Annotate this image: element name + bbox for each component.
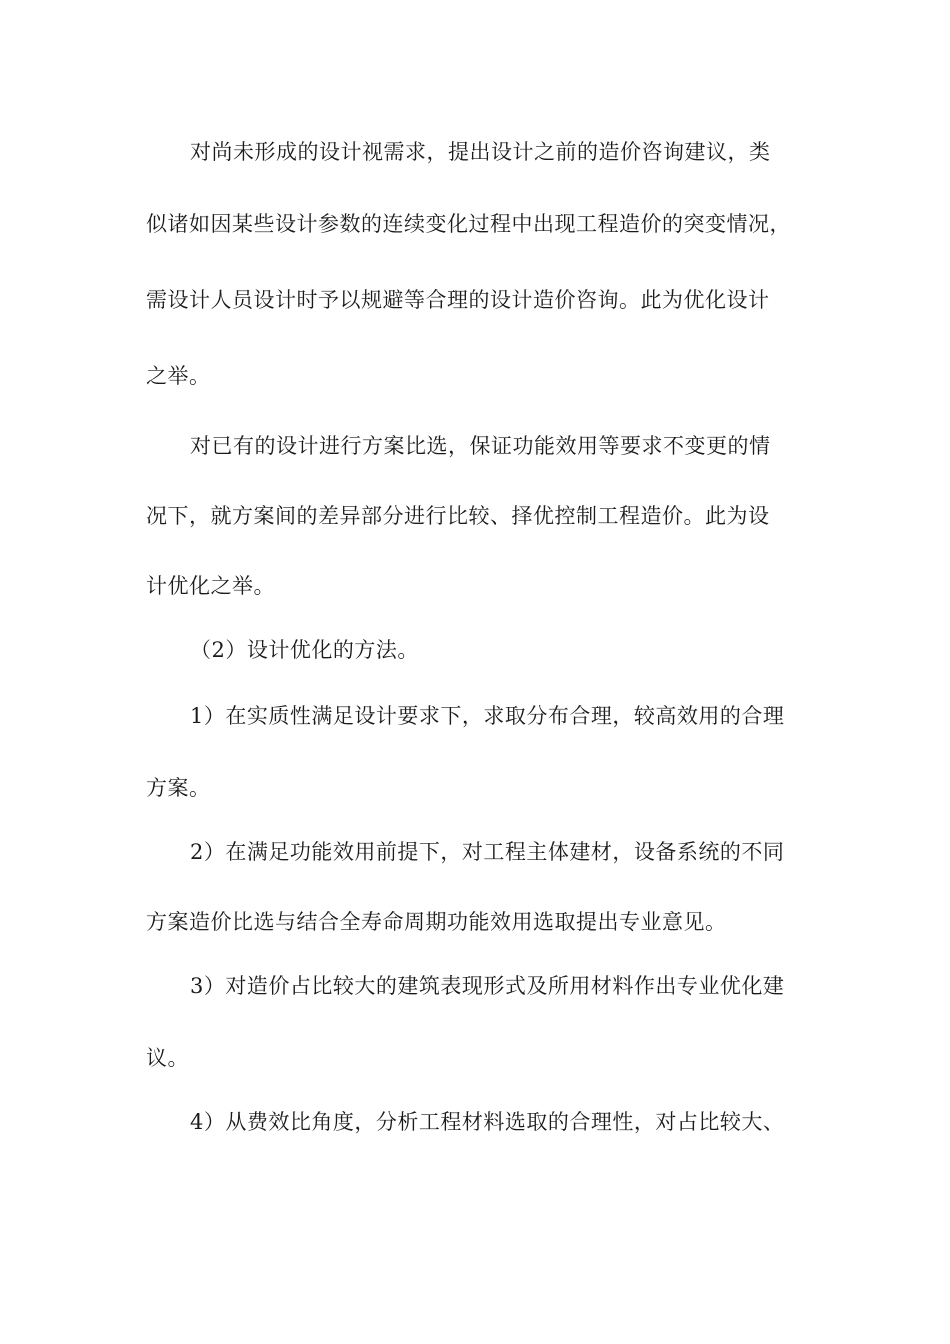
item-1-line-1: 1）在实质性满足设计要求下，求取分布合理，较高效用的合理	[190, 704, 785, 728]
paragraph-1-line-3: 需设计人员设计时予以规避等合理的设计造价咨询。此为优化设计	[146, 288, 770, 312]
paragraph-1-line-2: 似诸如因某些设计参数的连续变化过程中出现工程造价的突变情况，	[146, 212, 791, 236]
item-4-line-1: 4）从费效比角度，分析工程材料选取的合理性，对占比较大、	[190, 1110, 785, 1134]
paragraph-2-line-1: 对已有的设计进行方案比选，保证功能效用等要求不变更的情	[190, 434, 771, 458]
item-1-line-2: 方案。	[146, 776, 211, 800]
item-3-line-2: 议。	[146, 1046, 189, 1070]
paragraph-2-line-3: 计优化之举。	[146, 574, 275, 598]
section-heading: （2）设计优化的方法。	[190, 638, 419, 662]
item-2-line-2: 方案造价比选与结合全寿命周期功能效用选取提出专业意见。	[146, 910, 727, 934]
paragraph-2-line-2: 况下，就方案间的差异部分进行比较、择优控制工程造价。此为设	[146, 504, 770, 528]
paragraph-1-line-4: 之举。	[146, 364, 211, 388]
item-3-line-1: 3）对造价占比较大的建筑表现形式及所用材料作出专业优化建	[190, 974, 785, 998]
item-2-line-1: 2）在满足功能效用前提下，对工程主体建材，设备系统的不同	[190, 840, 785, 864]
paragraph-1-line-1: 对尚未形成的设计视需求，提出设计之前的造价咨询建议，类	[190, 140, 771, 164]
